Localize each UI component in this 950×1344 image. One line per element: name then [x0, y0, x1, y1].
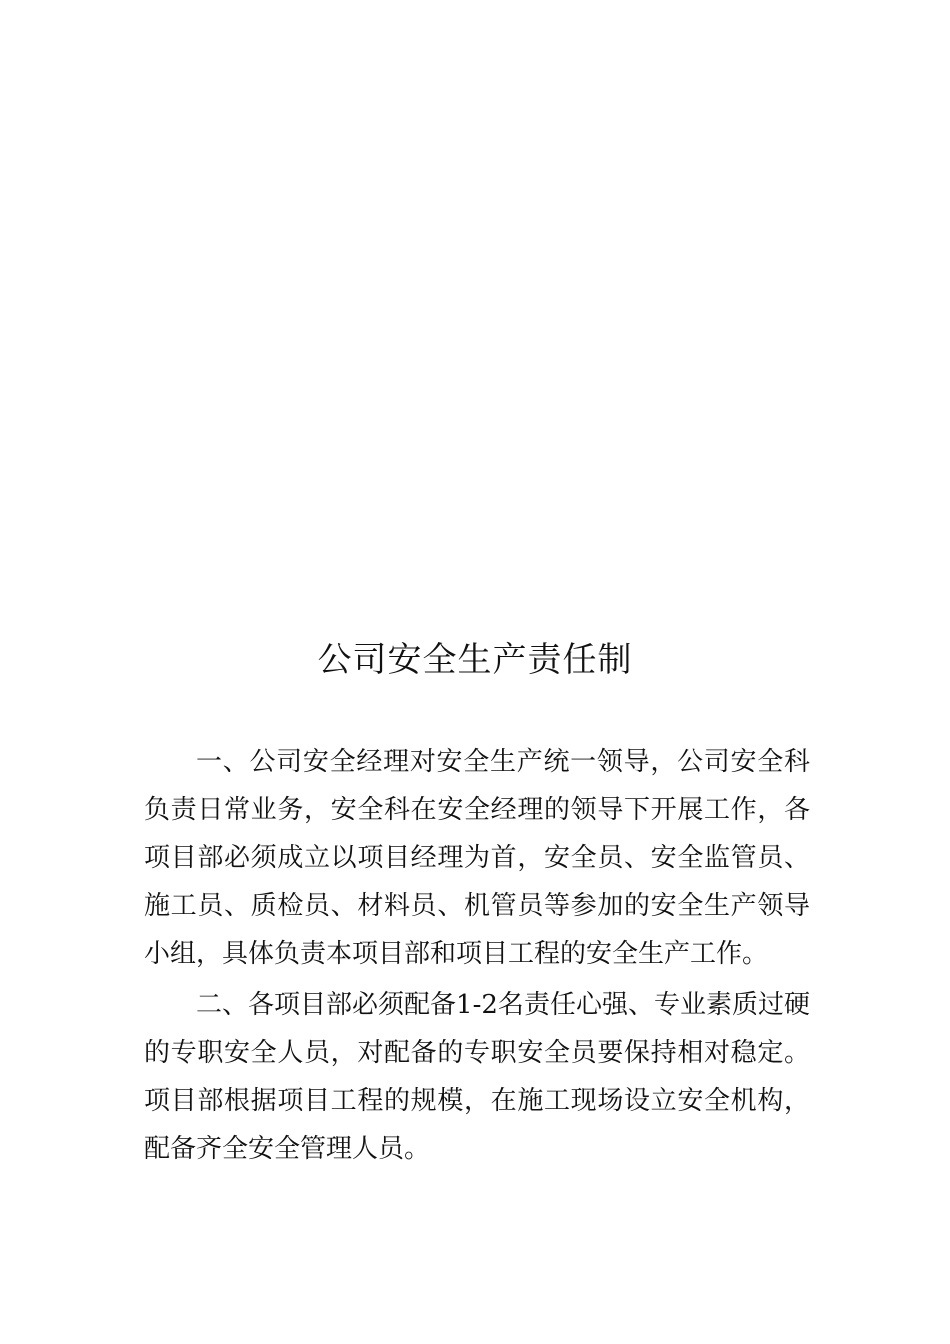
paragraph-1: 一、公司安全经理对安全生产统一领导，公司安全科负责日常业务，安全科在安全经理的领导下开展工作，各项目部必须成立以项目经理为首，安全员、安全监管员、施工员、质检员、材料员、机管员等参加的安全生产领导小组，具体负责本项目部和项目工程的安全生产工作。 — [144, 747, 810, 969]
paragraph-2: 二、各项目部必须配备1-2名责任心强、专业素质过硬的专职安全人员，对配备的专职安全员要保持相对稳定。项目部根据项目工程的规模，在施工现场设立安全机构，配备齐全安全管理人员。 — [144, 990, 810, 1164]
document-title: 公司安全生产责任制 — [317, 640, 633, 680]
document-body — [144, 738, 810, 1173]
